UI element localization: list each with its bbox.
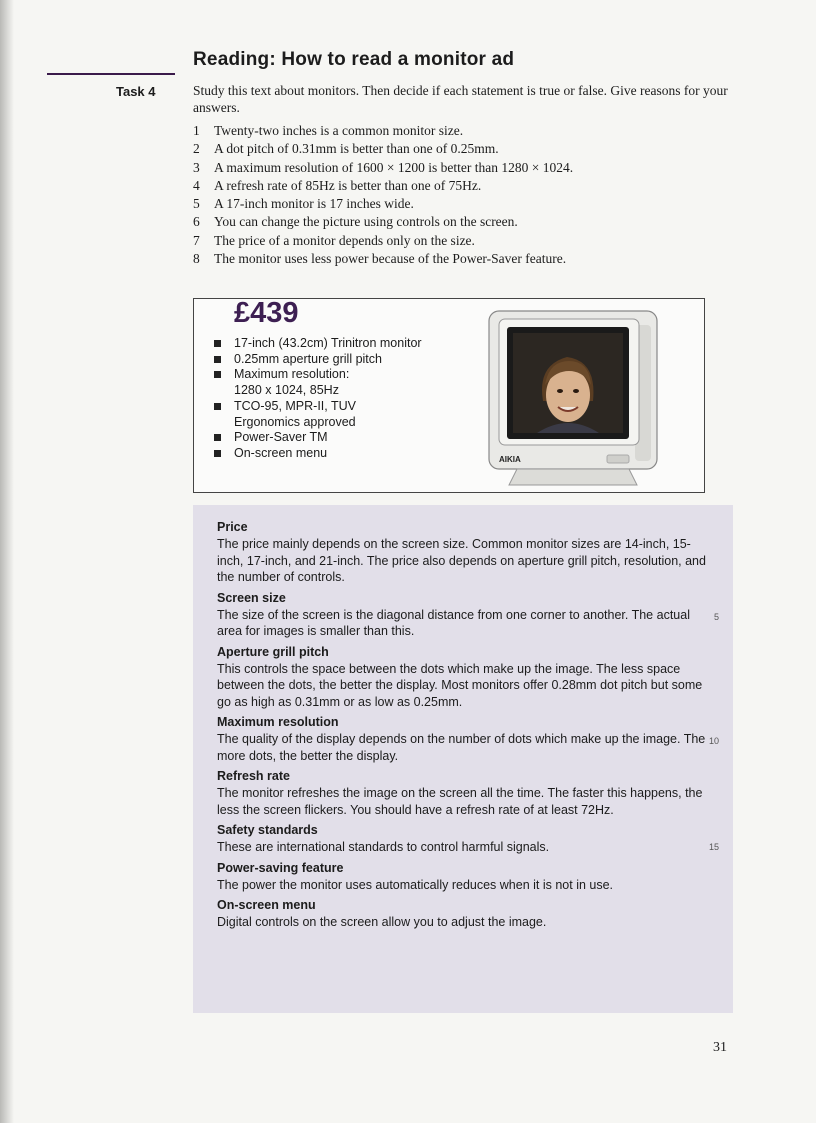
section-heading: On-screen menu [217, 898, 316, 912]
ad-feature-item [214, 352, 422, 368]
line-number: 10 [708, 736, 719, 746]
section-body: The quality of the display depends on the number of dots which make up the image. The more dots, the better the display. [217, 732, 706, 763]
ad-feature-text: TCO-95, MPR-II, TUV Ergonomics approved [234, 398, 357, 429]
statement-text: A refresh rate of 85Hz is better than one of 75Hz. [214, 177, 482, 193]
statement-number: 2 [193, 141, 200, 157]
statement-item [193, 140, 573, 158]
ad-feature-list [214, 336, 422, 462]
ad-feature-text: Maximum resolution: 1280 x 1024, 85Hz [234, 367, 350, 398]
section-heading: Screen size [217, 590, 286, 605]
task-rule [47, 73, 175, 75]
ad-feature-item [214, 399, 422, 430]
statement-text: A 17-inch monitor is 17 inches wide. [214, 196, 414, 212]
square-bullet-icon [214, 446, 234, 462]
info-section [217, 897, 707, 931]
section-body: Digital controls on the screen allow you to adjust the image. [217, 915, 547, 929]
statement-text: The monitor uses less power because of the Power-Saver feature. [214, 251, 567, 267]
info-section [217, 590, 719, 640]
info-section [217, 768, 707, 818]
line-number: 15 [708, 842, 719, 852]
statement-text: The price of a monitor depends only on the size. [214, 232, 475, 248]
info-section [217, 714, 719, 764]
info-panel [193, 505, 733, 1013]
statement-text: A maximum resolution of 1600 × 1200 is better than 1280 × 1024. [214, 159, 574, 175]
section-list [217, 519, 719, 935]
page-edge-shadow [0, 0, 14, 1123]
monitor-brand: AIKIA [499, 455, 521, 464]
page-number: 31 [713, 1040, 727, 1055]
statement-item [193, 177, 573, 195]
power-button-icon [607, 455, 629, 463]
statement-item [193, 122, 573, 140]
statement-item [193, 213, 573, 231]
statement-item [193, 195, 573, 213]
section-body: These are international standards to control harmful signals. [217, 840, 550, 854]
monitor-illustration [487, 305, 659, 489]
boy-photo [513, 333, 623, 433]
square-bullet-icon [214, 367, 234, 398]
info-section [217, 860, 707, 894]
statement-item [193, 159, 573, 177]
ad-feature-item [214, 336, 422, 352]
statement-text: You can change the picture using controls on the screen. [214, 214, 518, 230]
section-body: The power the monitor uses automatically reduces when it is not in use. [217, 877, 614, 892]
ad-feature-item [214, 367, 422, 398]
square-bullet-icon [214, 399, 234, 430]
section-heading: Maximum resolution [217, 715, 339, 729]
info-section [217, 519, 707, 586]
ad-feature-item [214, 430, 422, 446]
section-heading: Safety standards [217, 823, 318, 837]
ad-feature-text: 0.25mm aperture grill pitch [234, 351, 382, 366]
info-section [217, 644, 707, 711]
info-section [217, 822, 719, 856]
statement-number: 8 [193, 251, 200, 267]
square-bullet-icon [214, 430, 234, 446]
statement-number: 3 [193, 159, 200, 175]
statement-number: 4 [193, 177, 200, 193]
line-number: 5 [713, 611, 719, 622]
section-heading: Aperture grill pitch [217, 644, 329, 659]
section-body: The size of the screen is the diagonal distance from one corner to another. The actual area for images is smaller than this. [217, 607, 690, 638]
statement-text: Twenty-two inches is a common monitor size. [214, 123, 464, 138]
ad-price: £439 [234, 297, 299, 329]
statement-item [193, 250, 573, 268]
section-heading: Price [217, 520, 248, 534]
task-label: Task 4 [116, 84, 156, 99]
square-bullet-icon [214, 352, 234, 368]
statement-number: 7 [193, 232, 200, 248]
section-heading: Refresh rate [217, 769, 290, 783]
statement-number: 5 [193, 196, 200, 212]
statement-text: A dot pitch of 0.31mm is better than one of 0.25mm. [214, 141, 499, 157]
task-instructions: Study this text about monitors. Then decide if each statement is true or false. Give reasons for your answers. [193, 83, 728, 115]
ad-feature-text: 17-inch (43.2cm) Trinitron monitor [234, 336, 422, 350]
section-body: The monitor refreshes the image on the screen all the time. The faster this happens, the less the screen flickers. You should have a refresh rate of at least 72Hz. [217, 786, 703, 817]
ad-feature-item [214, 446, 422, 462]
statement-item [193, 232, 573, 250]
section-heading: Power-saving feature [217, 860, 344, 875]
ad-feature-text: Power-Saver TM [234, 430, 328, 445]
ad-feature-text: On-screen menu [234, 445, 328, 460]
page-title: Reading: How to read a monitor ad [193, 49, 515, 70]
section-body: The price mainly depends on the screen size. Common monitor sizes are 14-inch, 15-inch, 17-inch, and 21-inch. The price also depends on aperture grill pitch, resolution, and the number of controls. [217, 537, 706, 584]
statement-number: 1 [193, 123, 200, 138]
square-bullet-icon [214, 336, 234, 352]
section-body: This controls the space between the dots which make up the image. The less space between the dots, the better the display. Most monitors offer 0.28mm dot pitch but some go as high as 0.31mm or as low as 0.25mm. [217, 661, 703, 709]
monitor-advert [193, 298, 705, 493]
statement-list [193, 122, 573, 268]
statement-number: 6 [193, 214, 200, 230]
